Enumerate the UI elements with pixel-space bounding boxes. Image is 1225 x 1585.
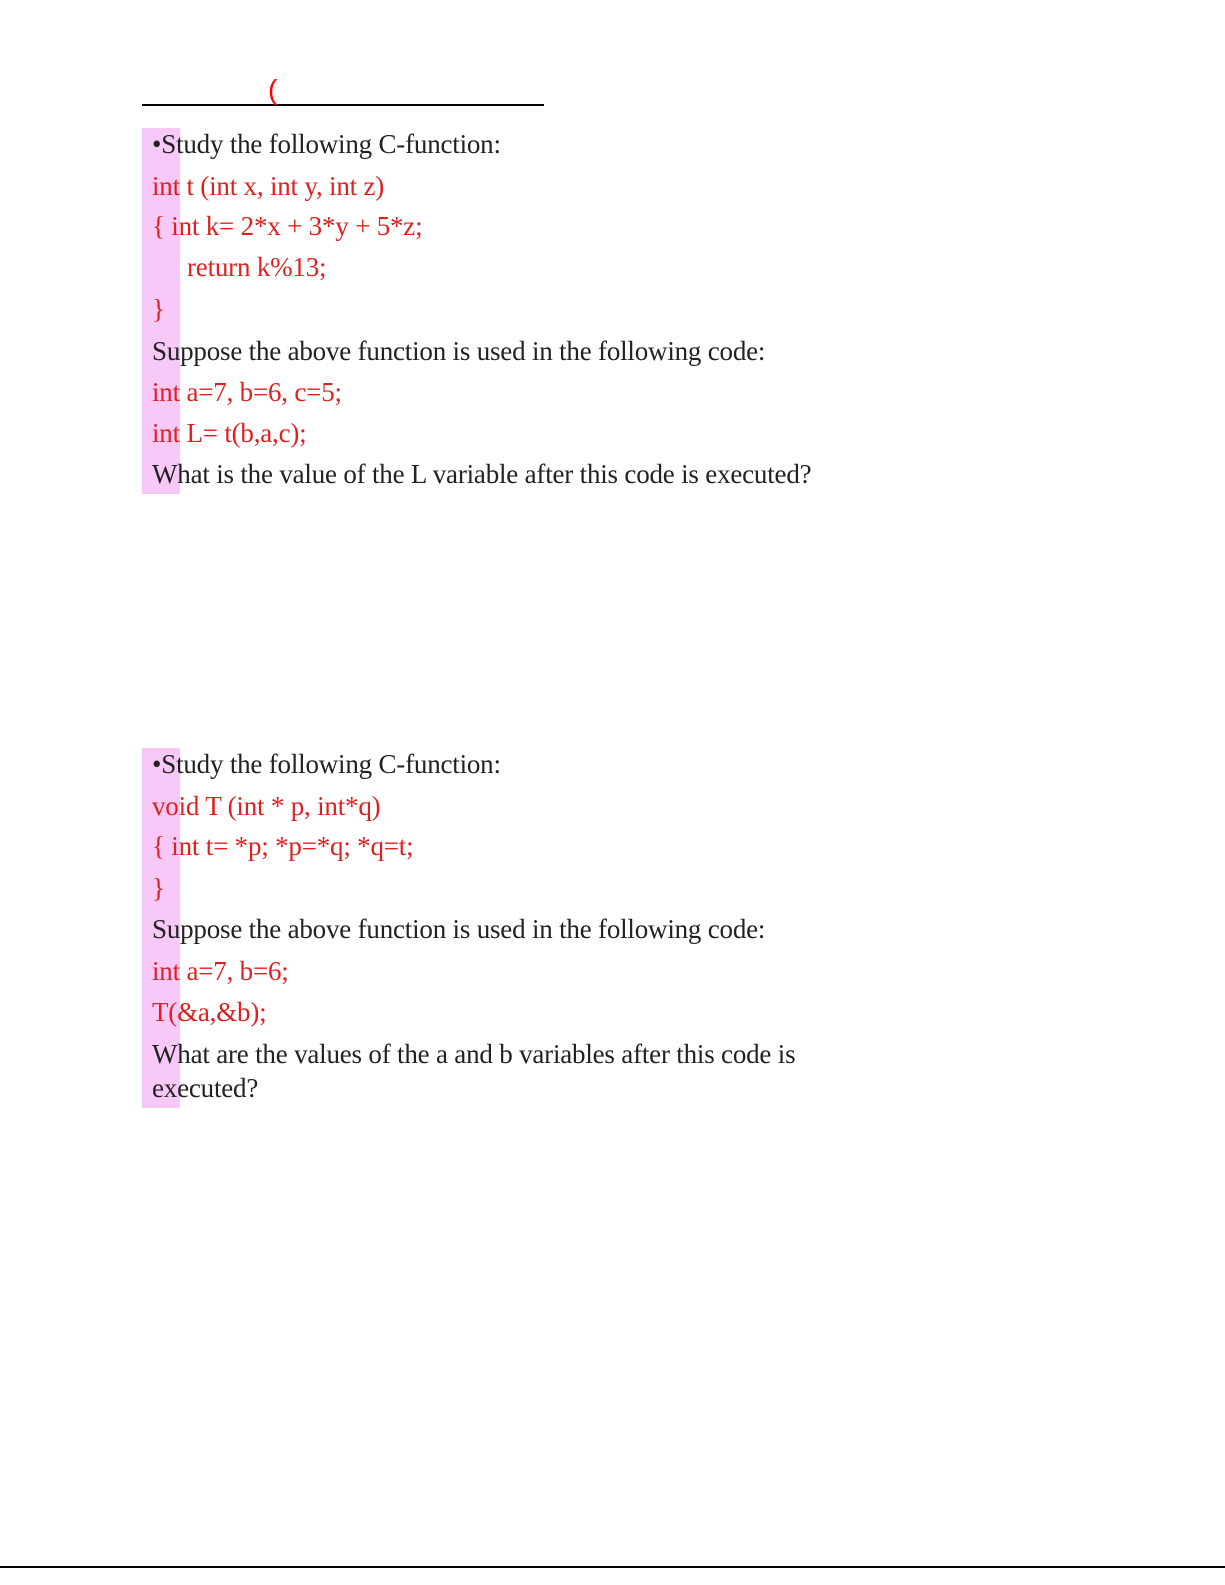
question-1-code-call: int L= t(b,a,c);	[152, 418, 307, 448]
question-1-intro: •Study the following C-function:	[152, 129, 501, 159]
question-2-slide	[142, 748, 882, 1108]
question-2-intro: •Study the following C-function:	[152, 749, 501, 779]
question-1-code-body: { int k= 2*x + 3*y + 5*z;	[152, 211, 423, 241]
question-2-code-decl: int a=7, b=6;	[152, 956, 289, 986]
question-2-suppose: Suppose the above function is used in the following code:	[152, 914, 766, 944]
question-1-code-close: }	[152, 294, 165, 324]
question-2-code-close: }	[152, 873, 165, 903]
header-parenthesis: (	[268, 74, 278, 105]
header-underline	[142, 104, 544, 106]
footer-rule	[0, 1566, 1225, 1568]
question-2-code-body: { int t= *p; *p=*q; *q=t;	[152, 831, 414, 861]
question-1-suppose: Suppose the above function is used in the following code:	[152, 336, 766, 366]
question-2-code-call: T(&a,&b);	[152, 997, 267, 1027]
question-1-code-return: return k%13;	[187, 252, 327, 282]
question-2-ask-line-2: executed?	[152, 1073, 259, 1103]
question-2-ask-line-1: What are the values of the a and b variables after this code is	[152, 1039, 796, 1069]
question-1-slide	[142, 128, 882, 494]
question-1-ask: What is the value of the L variable after this code is executed?	[152, 459, 812, 489]
question-2-code-signature: void T (int * p, int*q)	[152, 791, 381, 821]
question-1-code-signature: int t (int x, int y, int z)	[152, 171, 385, 201]
question-1-code-decl: int a=7, b=6, c=5;	[152, 377, 342, 407]
